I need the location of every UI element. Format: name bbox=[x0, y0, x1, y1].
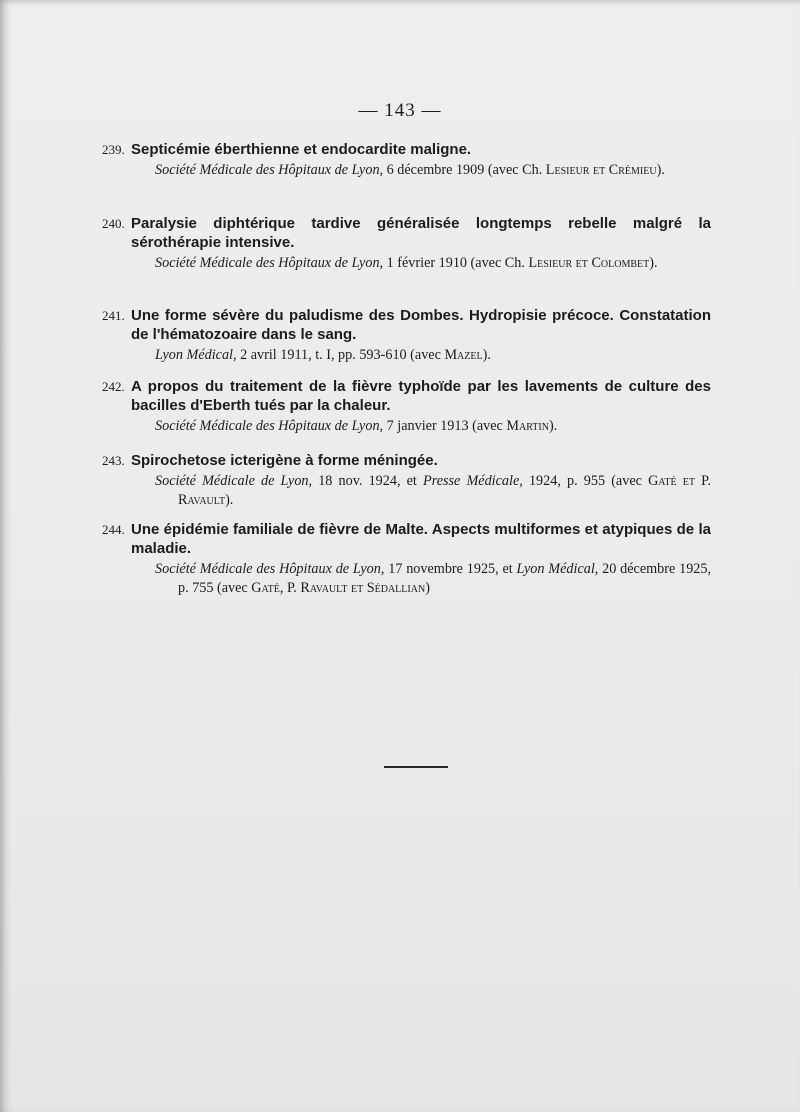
entry-title: 240. Paralysie diphtérique tardive généralisée longtemps rebelle malgré la sérothérapie intensive. bbox=[102, 215, 711, 251]
entry-number: 241. bbox=[102, 308, 125, 323]
publication-details: 1 février 1910 (avec Ch. bbox=[386, 255, 529, 271]
bibliography-entry-243 bbox=[102, 451, 711, 509]
journal-name: Société Médicale des Hôpitaux de Lyon, bbox=[155, 162, 384, 178]
journal-name: Société Médicale de Lyon, bbox=[155, 473, 313, 489]
entry-number: 244. bbox=[102, 522, 125, 537]
bibliography-entry-241 bbox=[102, 306, 711, 365]
entry-number: 243. bbox=[102, 453, 125, 468]
publication-details: 18 nov. 1924, et bbox=[318, 473, 424, 489]
journal-name-2: Lyon Médical, bbox=[516, 561, 599, 577]
bibliography-entry-239 bbox=[102, 140, 711, 180]
entry-number: 240. bbox=[102, 216, 125, 231]
journal-name: Société Médicale des Hôpitaux de Lyon, bbox=[155, 418, 384, 434]
bibliography-entry-242 bbox=[102, 377, 711, 436]
section-divider bbox=[384, 766, 448, 768]
entry-title: 241. Une forme sévère du paludisme des Dombes. Hydropisie précoce. Constatation de l'hématozoaire dans le sang. bbox=[102, 307, 711, 343]
coauthors: Lesieur et Crémieu bbox=[545, 162, 657, 178]
entry-title: 243. Spirochetose icterigène à forme méningée. bbox=[102, 452, 438, 469]
coauthors: Gaté et P. Ravault bbox=[178, 473, 711, 508]
journal-name: Société Médicale des Hôpitaux de Lyon, bbox=[155, 561, 385, 577]
publication-details: 2 avril 1911, t. I, pp. 593-610 (avec bbox=[240, 347, 445, 363]
entry-title: 244. Une épidémie familiale de fièvre de Malte. Aspects multiformes et atypiques de la maladie. bbox=[102, 521, 711, 557]
entry-title: 242. A propos du traitement de la fièvre typhoïde par les lavements de culture des bacilles d'Eberth tués par la chaleur. bbox=[102, 378, 711, 414]
entry-reference: Société Médicale des Hôpitaux de Lyon, 1 février 1910 (avec Ch. Lesieur et Colombet). bbox=[155, 255, 658, 271]
bibliography-entry-244 bbox=[102, 520, 712, 597]
entry-reference: Société Médicale des Hôpitaux de Lyon, 17 novembre 1925, et Lyon Médical, 20 décembre 1925, p. 755 (avec Gaté, P. Ravault et Sédallian) bbox=[155, 561, 712, 596]
journal-name-2: Presse Médicale, bbox=[423, 473, 523, 489]
publication-details-2: 1924, p. 955 (avec bbox=[528, 473, 649, 489]
bibliography-entry-240 bbox=[102, 214, 711, 273]
coauthors: Mazel bbox=[444, 347, 483, 363]
publication-details: 6 décembre 1909 (avec Ch. bbox=[386, 162, 546, 178]
entry-reference: Société Médicale de Lyon, 18 nov. 1924, et Presse Médicale, 1924, p. 955 (avec Gaté et P. Ravault). bbox=[155, 473, 711, 508]
entry-reference: Société Médicale des Hôpitaux de Lyon, 7 janvier 1913 (avec Martin). bbox=[155, 418, 558, 434]
coauthors: Martin bbox=[506, 418, 549, 434]
page-number: — 143 — bbox=[358, 100, 442, 121]
entry-title: 239. Septicémie éberthienne et endocardite maligne. bbox=[102, 141, 472, 158]
publication-details-2: 20 décembre 1925, p. 755 (avec bbox=[178, 561, 712, 596]
publication-details: 7 janvier 1913 (avec bbox=[386, 418, 507, 434]
journal-name: Lyon Médical, bbox=[155, 347, 237, 363]
entry-reference: Lyon Médical, 2 avril 1911, t. I, pp. 593-610 (avec Mazel). bbox=[155, 347, 491, 363]
entry-number: 239. bbox=[102, 142, 125, 157]
entry-number: 242. bbox=[102, 379, 125, 394]
coauthors: Lesieur et Colombet bbox=[528, 255, 650, 271]
coauthors: Gaté, P. Ravault et Sédallian bbox=[251, 579, 426, 596]
entry-reference: Société Médicale des Hôpitaux de Lyon, 6 décembre 1909 (avec Ch. Lesieur et Crémieu). bbox=[155, 162, 665, 178]
publication-details: 17 novembre 1925, et bbox=[388, 561, 517, 577]
journal-name: Société Médicale des Hôpitaux de Lyon, bbox=[155, 255, 384, 271]
